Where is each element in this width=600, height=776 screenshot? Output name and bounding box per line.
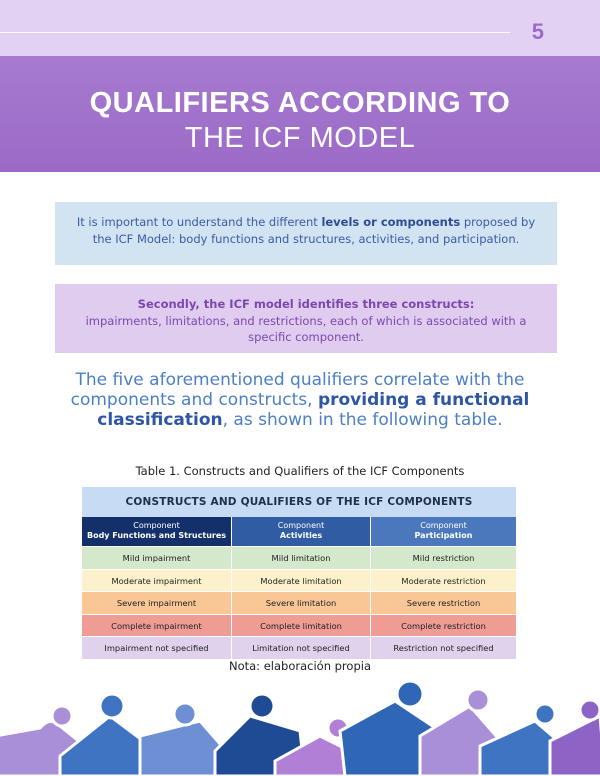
header-body-functions	[82, 517, 232, 546]
table-cell: Severe restriction	[371, 591, 516, 614]
header-label: Component	[133, 521, 180, 530]
table-caption: Table 1. Constructs and Qualifiers of the ICF Components	[135, 464, 465, 478]
header-band	[0, 0, 600, 56]
title-banner	[0, 56, 600, 172]
intro-text-after: proposed by the ICF Model: body functions and structures, activities, and participation.	[92, 215, 536, 246]
header-participation	[371, 517, 516, 546]
table-cell: Severe limitation	[232, 591, 371, 614]
table-cell: Severe impairment	[82, 591, 232, 614]
header-name: Body Functions and Structures	[86, 531, 227, 540]
intro-text-before: It is important to understand the different	[76, 215, 322, 229]
intro-bold: levels or components	[321, 215, 461, 229]
table-cell: Mild limitation	[232, 546, 371, 569]
header-activities	[232, 517, 371, 546]
table-cell: Complete impairment	[82, 614, 232, 637]
puzzle-pieces-decoration	[0, 676, 600, 776]
page-title-line1: QUALIFIERS ACCORDING TO	[89, 87, 511, 119]
table-note: Nota: elaboración propia	[228, 659, 371, 673]
table-cell: Complete limitation	[232, 614, 371, 637]
header-label: Component	[277, 521, 325, 530]
main-text-after: , as shown in the following table.	[222, 410, 503, 430]
table-cell: Mild impairment	[82, 546, 232, 569]
header-divider	[0, 32, 510, 33]
main-text-before: The five aforementioned qualifiers correlate with the components and constructs,	[70, 370, 525, 410]
table-cell: Moderate limitation	[232, 569, 371, 592]
table-grid	[82, 517, 516, 659]
header-name: Participation	[414, 531, 473, 540]
constructs-text: impairments, limitations, and restrictions, each of which is associated with a specific component.	[85, 313, 527, 344]
table-cell: Complete restriction	[371, 614, 516, 637]
qualifiers-table	[82, 487, 516, 659]
main-bold: providing a functional classification	[97, 390, 530, 430]
main-paragraph	[70, 370, 530, 430]
page-title-line2: THE ICF MODEL	[184, 122, 416, 154]
table-cell: Restriction not specified	[371, 636, 516, 659]
header-label: Component	[420, 521, 467, 530]
table-title: CONSTRUCTS AND QUALIFIERS OF THE ICF COMPONENTS	[82, 487, 516, 517]
table-cell: Moderate impairment	[82, 569, 232, 592]
table-cell: Impairment not specified	[82, 636, 232, 659]
table-cell: Moderate restriction	[371, 569, 516, 592]
header-name: Activities	[279, 531, 323, 540]
constructs-box	[55, 284, 557, 353]
table-cell: Limitation not specified	[232, 636, 371, 659]
page-number: 5	[531, 19, 544, 44]
intro-box	[55, 202, 557, 265]
constructs-heading: Secondly, the ICF model identifies three constructs:	[137, 297, 475, 311]
table-cell: Mild restriction	[371, 546, 516, 569]
